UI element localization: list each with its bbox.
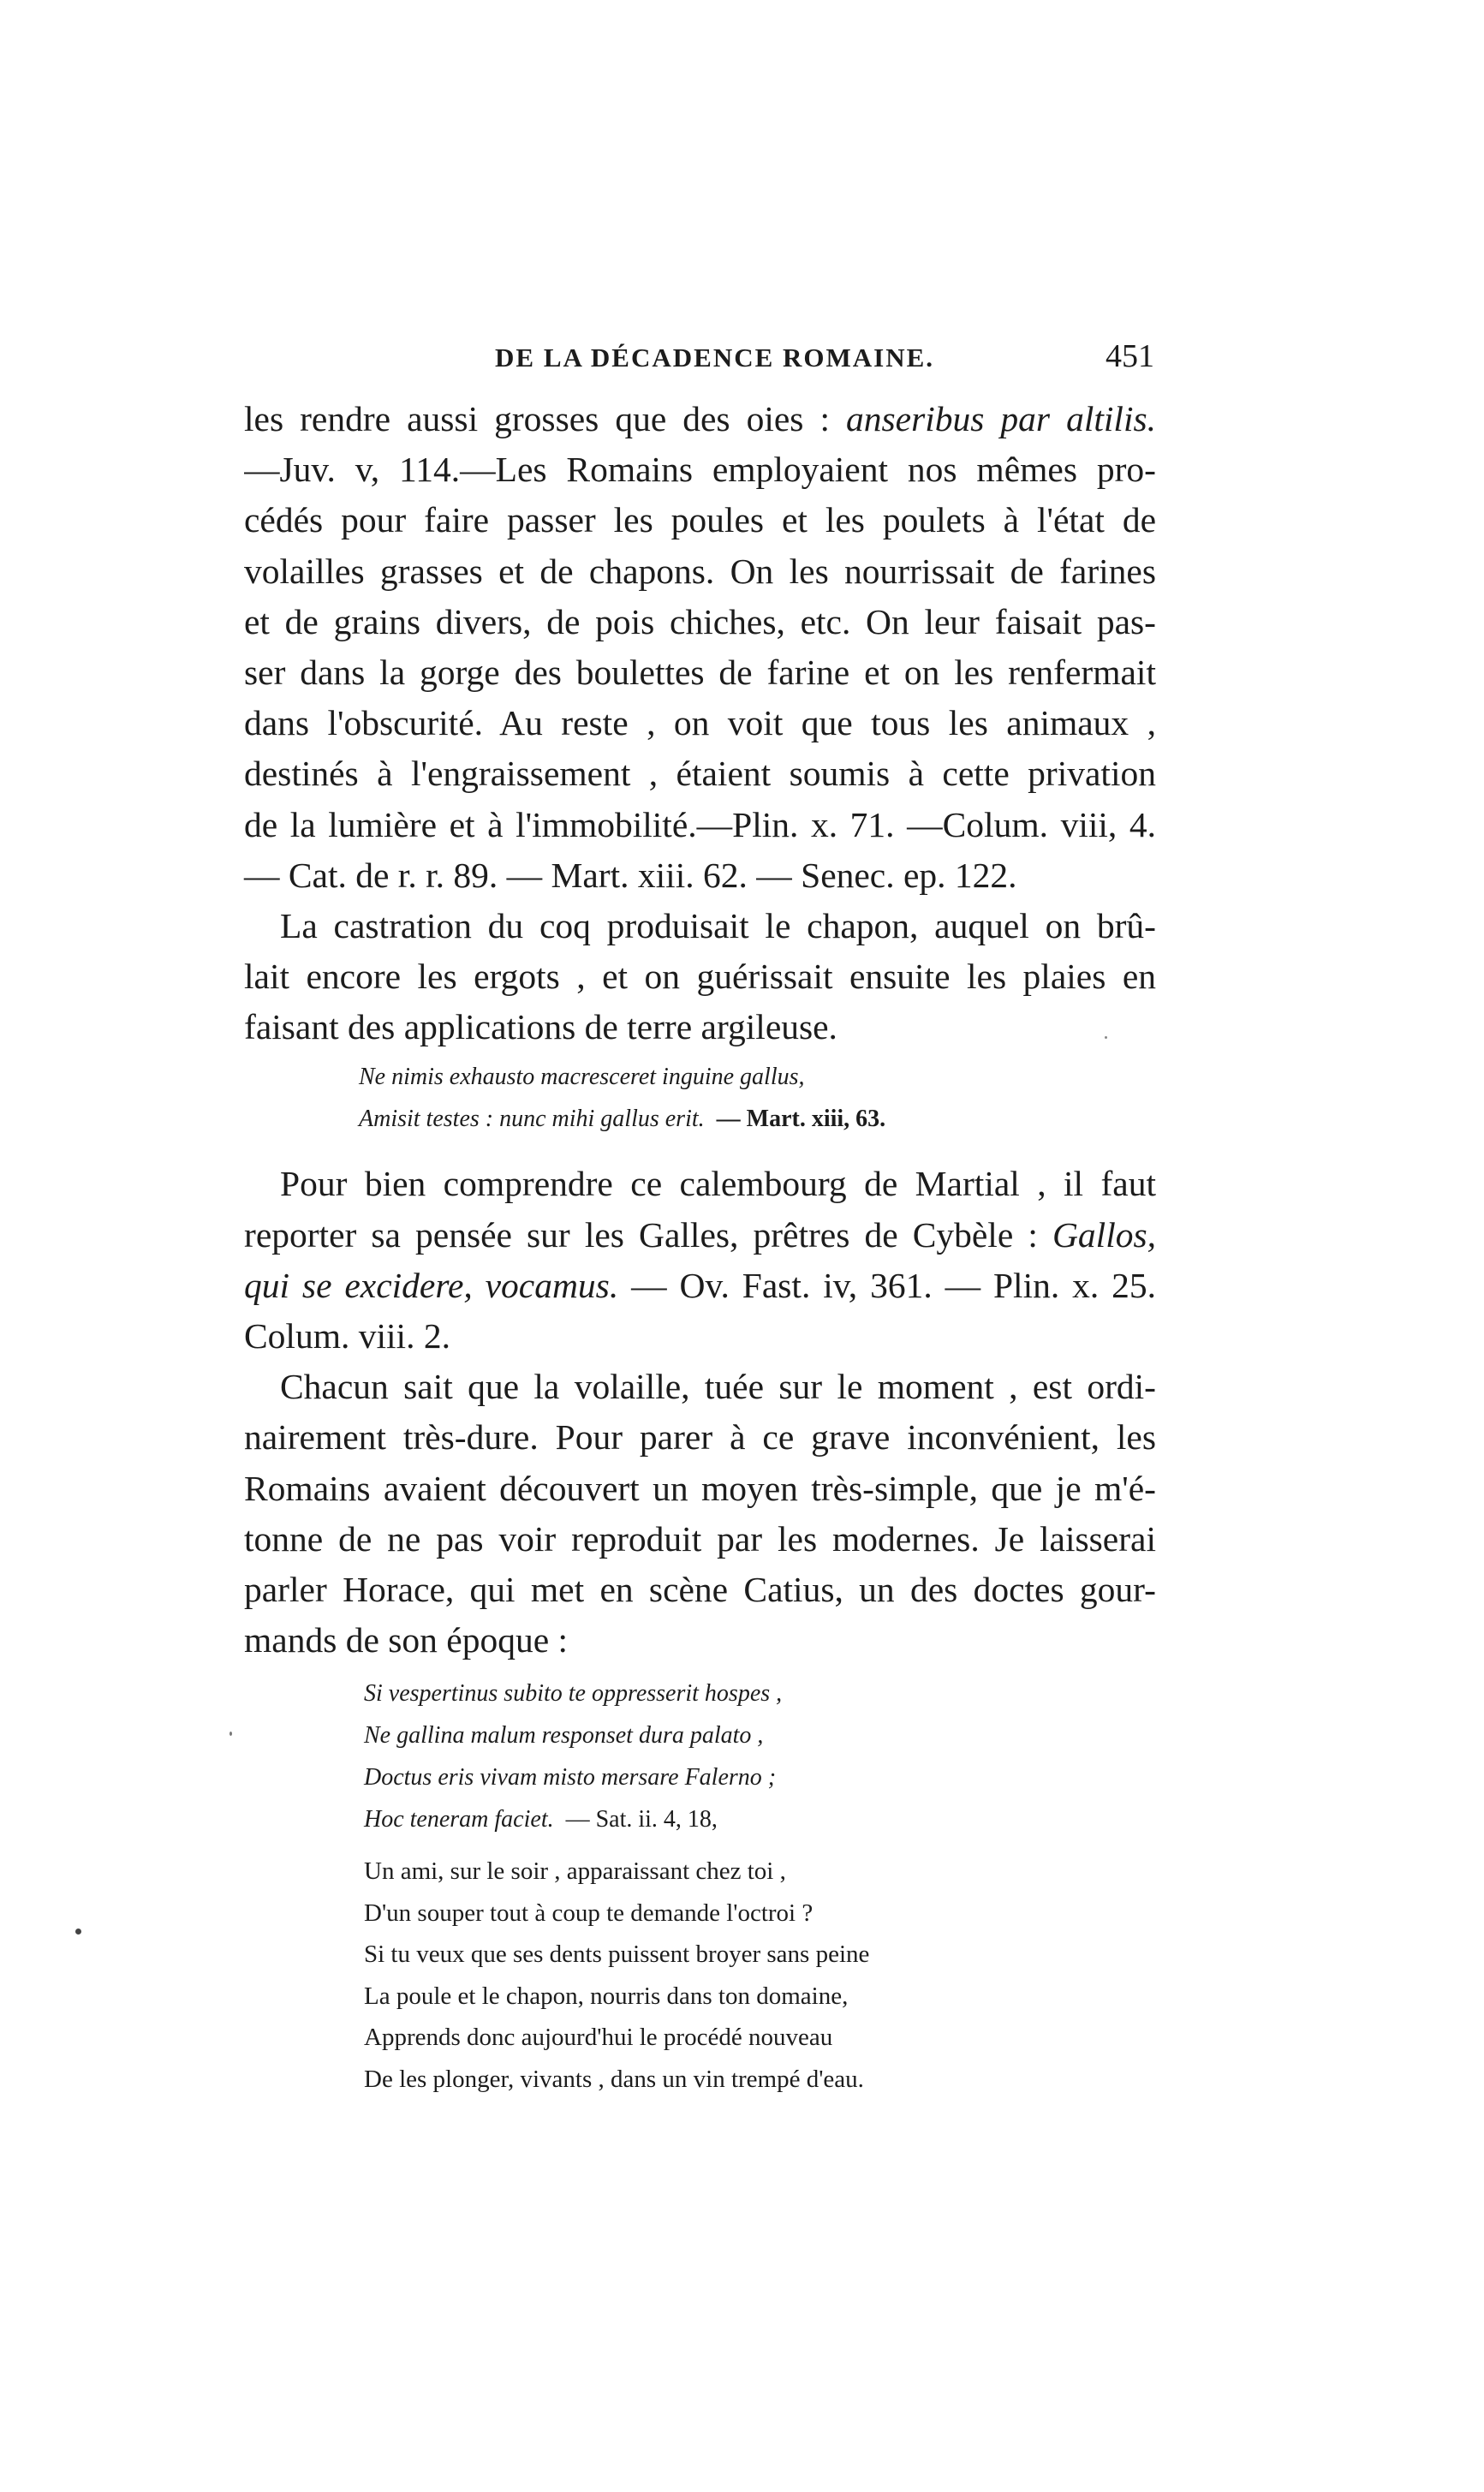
quote-line: Amisit testes : nunc mihi gallus erit. — Mart. xiii, 63. (359, 1106, 886, 1133)
verse-line: Si tu veux que ses dents puissent broyer sans peine (364, 1941, 870, 1969)
text-line: parler Horace, qui met en scène Catius, un des doctes gour- (244, 1569, 1156, 1609)
text-line: ser dans la gorge des boulettes de farine et on les renfermait (244, 652, 1156, 692)
text-line: qui se excidere, vocamus. — Ov. Fast. iv, 361. — Plin. x. 25. (244, 1265, 1156, 1305)
page-number: 451 (1106, 338, 1154, 374)
verse-line: Apprends donc aujourd'hui le procédé nouveau (364, 2024, 833, 2052)
verse-line: D'un souper tout à coup te demande l'octroi ? (364, 1899, 814, 1927)
latin-quote-horace (364, 1672, 1156, 1840)
text-line: tonne de ne pas voir reproduit par les modernes. Je laisserai (244, 1518, 1156, 1559)
text-line: reporter sa pensée sur les Galles, prêtres de Cybèle : Gallos, (244, 1214, 1156, 1255)
quote-reference: — Mart. xiii, 63. (716, 1106, 886, 1133)
text-line: Romains avaient découvert un moyen très-simple, que je m'é- (244, 1468, 1156, 1508)
text-line: —Juv. v, 114.—Les Romains employaient nos mêmes pro- (244, 450, 1156, 490)
latin-quote-martial (359, 1056, 1156, 1140)
text-line: volailles grasses et de chapons. On les nourrissait de farines (244, 551, 1156, 591)
text-line: cédés pour faire passer les poules et les poulets à l'état de (244, 500, 1156, 540)
quote-line: Doctus eris vivam misto mersare Falerno ; (364, 1764, 777, 1791)
text-line: Colum. viii. 2. (244, 1316, 450, 1356)
page-body (244, 394, 1156, 2100)
french-verse-translation (364, 1851, 1156, 2100)
verse-line: La poule et le chapon, nourris dans ton domaine, (364, 1982, 849, 2010)
text-line: nairement très-dure. Pour parer à ce grave inconvénient, les (244, 1417, 1156, 1458)
paragraph-4 (244, 1362, 1156, 1666)
paragraph-1 (244, 394, 1156, 901)
paragraph-2 (244, 901, 1156, 1053)
quote-line: Hoc teneram faciet. — Sat. ii. 4, 18, (364, 1806, 718, 1833)
text-line: destinés à l'engraissement , étaient soumis à cette privation (244, 754, 1156, 794)
quote-line: Ne gallina malum responset dura palato , (364, 1722, 764, 1750)
text-line: dans l'obscurité. Au reste , on voit que tous les animaux , (244, 703, 1156, 743)
paragraph-3 (244, 1159, 1156, 1362)
text-line: et de grains divers, de pois chiches, etc. On leur faisait pas- (244, 601, 1156, 641)
text-line: Chacun sait que la volaille, tuée sur le moment , est ordi- (280, 1367, 1156, 1407)
text-line: faisant des applications de terre argileuse. (244, 1007, 837, 1047)
text-line: mands de son époque : (244, 1620, 569, 1660)
text-line: de la lumière et à l'immobilité.—Plin. x. 71. —Colum. viii, 4. (244, 804, 1156, 844)
print-speck (229, 1732, 232, 1736)
print-speck (1105, 1036, 1107, 1039)
quote-line: Ne nimis exhausto macresceret inguine gallus, (359, 1064, 805, 1091)
text-line: lait encore les ergots , et on guérissait ensuite les plaies en (244, 957, 1156, 997)
print-speck (75, 1929, 81, 1935)
verse-line: De les plonger, vivants , dans un vin trempé d'eau. (364, 2065, 864, 2093)
text-line: La castration du coq produisait le chapon, auquel on brû- (280, 905, 1156, 945)
text-line: les rendre aussi grosses que des oies : anseribus par altilis. (244, 399, 1156, 438)
latin-phrase: anseribus par altilis. (846, 399, 1156, 438)
running-title: DE LA DÉCADENCE ROMAINE. (495, 343, 935, 373)
quote-line: Si vespertinus subito te oppresserit hospes , (364, 1680, 783, 1708)
quote-reference: — Sat. ii. 4, 18, (565, 1806, 718, 1833)
text-line: Pour bien comprendre ce calembourg de Martial , il faut (280, 1164, 1156, 1204)
text-line: — Cat. de r. r. 89. — Mart. xiii. 62. — Senec. ep. 122. (244, 855, 1017, 895)
verse-line: Un ami, sur le soir , apparaissant chez toi , (364, 1857, 786, 1886)
